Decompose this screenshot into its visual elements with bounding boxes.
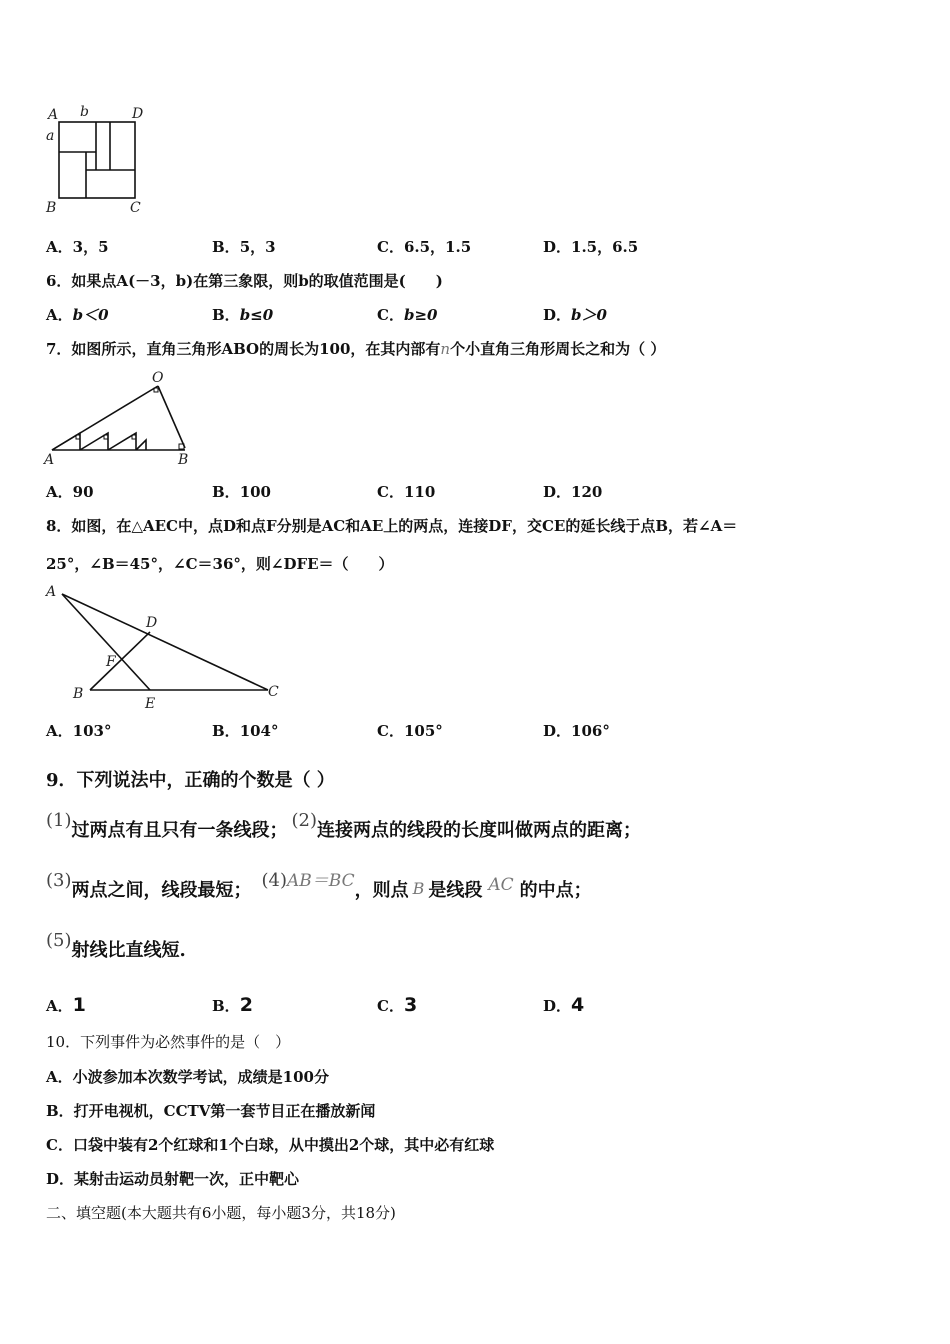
q8-option-a: A．103° (46, 722, 112, 740)
q9-stem: 9．下列说法中，正确的个数是（ ） (46, 770, 335, 791)
q7-option-c: C．110 (377, 483, 436, 501)
q8-label-f: F (106, 654, 116, 670)
q7-option-b: B．100 (212, 483, 271, 501)
q9-option-a: A．1 (46, 994, 86, 1016)
q6-option-b: B．b≤0 (212, 306, 274, 324)
q7-label-o: O (152, 370, 164, 386)
q7-var-n: n (440, 340, 451, 358)
q6-option-c: C．b≥0 (377, 306, 438, 324)
q9-statement-3-4: (3)两点之间，线段最短； (4)AB＝BC，则点 B 是线段 AC 的中点； (46, 870, 592, 901)
q10-option-c: C．口袋中装有2个红球和1个白球，从中摸出2个球，其中必有红球 (46, 1136, 495, 1154)
q9-option-d: D．4 (543, 994, 585, 1016)
q8-label-d: D (146, 615, 158, 631)
q7-stem: 7．如图所示，直角三角形ABO的周长为100，在其内部有n个小直角三角形周长之和为（ ） (46, 340, 666, 358)
q8-label-e: E (145, 696, 156, 712)
q7-option-a: A．90 (46, 483, 94, 501)
q8-label-c: C (268, 684, 279, 700)
q5-label-b-bottom: B (46, 200, 57, 216)
q5-option-c: C．6.5，1.5 (377, 238, 472, 256)
q6-option-a: A．b＜0 (46, 306, 109, 324)
q8-stem-line1: 8．如图，在△AEC中，点D和点F分别是AC和AE上的两点，连接DF，交CE的延长线于点B，若∠A＝ (46, 517, 738, 535)
q9-option-c: C．3 (377, 994, 418, 1016)
q8-option-d: D．106° (543, 722, 610, 740)
q7-label-a: A (44, 452, 55, 468)
q5-option-a: A．3，5 (46, 238, 109, 256)
q5-label-a-top: A (48, 107, 59, 123)
q8-stem-line2: 25°，∠B＝45°，∠C＝36°，则∠DFE＝（ ） (46, 555, 394, 573)
q8-label-a: A (46, 584, 57, 600)
q8-label-b: B (73, 686, 84, 702)
q5-label-d: D (132, 106, 144, 122)
section2-title: 二、填空题(本大题共有6小题，每小题3分，共18分) (46, 1204, 396, 1222)
q9-statement-5: (5)射线比直线短. (46, 930, 186, 961)
q6-stem: 6．如果点A(－3，b)在第三象限，则b的取值范围是( ) (46, 272, 443, 290)
q6-option-d: D．b＞0 (543, 306, 607, 324)
q5-option-b: B．5，3 (212, 238, 276, 256)
q5-option-d: D．1.5，6.5 (543, 238, 639, 256)
q10-stem: 10．下列事件为必然事件的是（ ） (46, 1033, 291, 1051)
q9-option-b: B．2 (212, 994, 253, 1016)
q10-option-d: D．某射击运动员射靶一次，正中靶心 (46, 1170, 300, 1188)
q9-statement-1-2: (1)过两点有且只有一条线段； (2)连接两点的线段的长度叫做两点的距离； (46, 810, 641, 841)
q5-rectangle-figure (40, 100, 160, 220)
q8-option-c: C．105° (377, 722, 443, 740)
q8-option-b: B．104° (212, 722, 279, 740)
q7-option-d: D．120 (543, 483, 603, 501)
q5-label-b-top: b (80, 104, 89, 120)
q10-option-a: A．小波参加本次数学考试，成绩是100分 (46, 1068, 329, 1086)
q5-label-a-side: a (46, 128, 55, 144)
q10-option-b: B．打开电视机，CCTV第一套节目正在播放新闻 (46, 1102, 376, 1120)
q7-triangle-figure (40, 368, 200, 472)
q5-label-c: C (130, 200, 141, 216)
q7-label-b: B (178, 452, 189, 468)
q8-triangle-figure (40, 580, 290, 714)
